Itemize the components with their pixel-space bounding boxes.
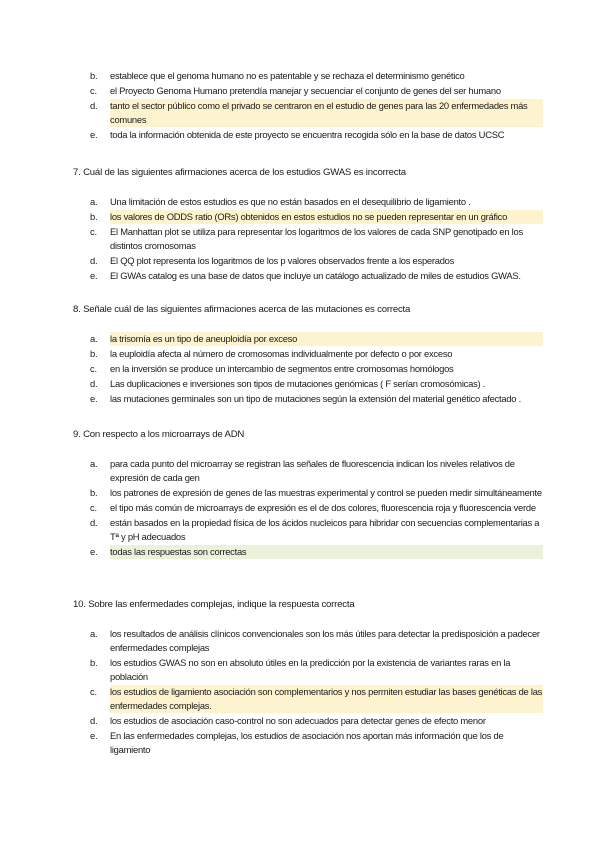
option-text: las mutaciones germinales son un tipo de mutaciones según la extensión del material genético afectado . bbox=[110, 393, 521, 404]
option-letter: a. bbox=[90, 196, 98, 207]
answer-option bbox=[73, 486, 543, 500]
answer-option-highlighted bbox=[73, 332, 543, 346]
answer-option bbox=[73, 729, 543, 757]
option-letter: a. bbox=[90, 333, 98, 344]
option-letter: e. bbox=[90, 730, 98, 741]
option-letter: e. bbox=[90, 546, 98, 557]
option-letter: d. bbox=[90, 255, 98, 266]
option-text: los estudios GWAS no son en absoluto útiles en la predicción por la existencia de variantes raras en la población bbox=[110, 657, 511, 682]
question-6-continued bbox=[73, 69, 543, 143]
answer-option bbox=[73, 516, 543, 544]
option-text: el tipo más común de microarrays de expresión es el de dos colores, fluorescencia roja y fluorescencia verde bbox=[110, 502, 536, 513]
answer-option bbox=[73, 225, 543, 253]
answer-options bbox=[73, 627, 543, 757]
answer-options bbox=[73, 457, 543, 559]
option-text: En las enfermedades complejas, los estudios de asociación nos aportan más información que los de ligamiento bbox=[110, 730, 504, 755]
answer-option bbox=[73, 347, 543, 361]
option-letter: b. bbox=[90, 211, 98, 222]
answer-option bbox=[73, 254, 543, 268]
option-letter: b. bbox=[90, 70, 98, 81]
question-title: 9. Con respecto a los microarrays de ADN bbox=[73, 429, 245, 440]
question-10 bbox=[73, 598, 543, 758]
answer-option-highlighted bbox=[73, 545, 543, 559]
option-letter: c. bbox=[90, 226, 97, 237]
answer-option bbox=[73, 69, 543, 83]
option-letter: d. bbox=[90, 100, 98, 111]
option-text: El QQ plot representa los logaritmos de los p valores observados frente a los esperados bbox=[110, 255, 455, 266]
answer-option bbox=[73, 377, 543, 391]
option-letter: c. bbox=[90, 85, 97, 96]
option-text: El Manhattan plot se utiliza para representar los logaritmos de los valores de cada SNP genotipado en los distintos cromosomas bbox=[110, 226, 523, 251]
option-letter: d. bbox=[90, 378, 98, 389]
question-title: 8. Señale cuál de las siguientes afirmaciones acerca de las mutaciones es correcta bbox=[73, 304, 411, 315]
answer-option bbox=[73, 457, 543, 485]
answer-option-highlighted bbox=[73, 210, 543, 224]
answer-option bbox=[73, 84, 543, 98]
option-letter: e. bbox=[90, 129, 98, 140]
option-text: para cada punto del microarray se registran las señales de fluorescencia indican los niveles relativos de expresión de cada gen bbox=[110, 458, 515, 483]
question-title: 7. Cuál de las siguientes afirmaciones acerca de los estudios GWAS es incorrecta bbox=[73, 167, 406, 178]
option-text: Las duplicaciones e inversiones son tipos de mutaciones genómicas ( F serían cromosómicas) . bbox=[110, 378, 486, 389]
option-letter: d. bbox=[90, 517, 98, 528]
option-letter: b. bbox=[90, 657, 98, 668]
answer-option-highlighted bbox=[73, 685, 543, 713]
option-letter: b. bbox=[90, 348, 98, 359]
option-text: El GWAs catalog es una base de datos que incluye un catálogo actualizado de miles de estudios GWAS. bbox=[110, 270, 521, 281]
option-text: el Proyecto Genoma Humano pretendía manejar y secuenciar el conjunto de genes del ser humano bbox=[110, 85, 501, 96]
option-text: toda la información obtenida de este proyecto se encuentra recogida sólo en la base de datos UCSC bbox=[110, 129, 505, 140]
question-8 bbox=[73, 303, 543, 407]
option-letter: a. bbox=[90, 628, 98, 639]
question-7 bbox=[73, 166, 543, 284]
option-text: Una limitación de estos estudios es que no están basados en el desequilibrio de ligamiento . bbox=[110, 196, 471, 207]
answer-option-highlighted bbox=[73, 99, 543, 127]
answer-option bbox=[73, 714, 543, 728]
answer-option bbox=[73, 627, 543, 655]
option-text: establece que el genoma humano no es patentable y se rechaza el determinismo genético bbox=[110, 70, 465, 81]
option-letter: d. bbox=[90, 715, 98, 726]
option-letter: a. bbox=[90, 458, 98, 469]
answer-option bbox=[73, 656, 543, 684]
answer-options bbox=[73, 332, 543, 406]
option-letter: e. bbox=[90, 393, 98, 404]
answer-option bbox=[73, 128, 543, 142]
option-text: los estudios de asociación caso-control no son adecuados para detectar genes de efecto menor bbox=[110, 715, 486, 726]
option-text: tanto el sector público como el privado se centraron en el estudio de genes para las 20 enfermedades más comunes bbox=[110, 99, 543, 127]
answer-option bbox=[73, 362, 543, 376]
answer-options bbox=[73, 195, 543, 283]
option-letter: c. bbox=[90, 686, 97, 697]
answer-option bbox=[73, 195, 543, 209]
option-letter: b. bbox=[90, 487, 98, 498]
answer-option bbox=[73, 392, 543, 406]
option-text: todas las respuestas son correctas bbox=[110, 545, 543, 559]
option-text: en la inversión se produce un intercambio de segmentos entre cromosomas homólogos bbox=[110, 363, 454, 374]
option-text: la euploidía afecta al número de cromosomas individualmente por defecto o por exceso bbox=[110, 348, 453, 359]
option-letter: e. bbox=[90, 270, 98, 281]
option-text: los estudios de ligamiento asociación son complementarios y nos permiten estudiar las bases genéticas de las enfermedades complejas. bbox=[110, 686, 543, 711]
option-text: los patrones de expresión de genes de las muestras experimental y control se pueden medir simultáneamente bbox=[110, 487, 542, 498]
option-text: los valores de ODDS ratio (ORs) obtenidos en estos estudios no se pueden representar en un gráfico bbox=[110, 210, 543, 224]
question-9 bbox=[73, 428, 543, 560]
question-title: 10. Sobre las enfermedades complejas, indique la respuesta correcta bbox=[73, 599, 355, 610]
option-letter: c. bbox=[90, 363, 97, 374]
answer-option bbox=[73, 501, 543, 515]
answer-options bbox=[73, 69, 543, 142]
answer-option bbox=[73, 269, 543, 283]
option-letter: c. bbox=[90, 502, 97, 513]
option-text: la trisomía es un tipo de aneuploidía por exceso bbox=[110, 332, 543, 346]
option-text: están basados en la propiedad física de los ácidos nucleicos para hibridar con secuencias complementarias a Tª y pH adecuados bbox=[110, 517, 540, 542]
option-text: los resultados de análisis clínicos convencionales son los más útiles para detectar la predisposición a padecer enfermedades complejas bbox=[110, 628, 540, 653]
